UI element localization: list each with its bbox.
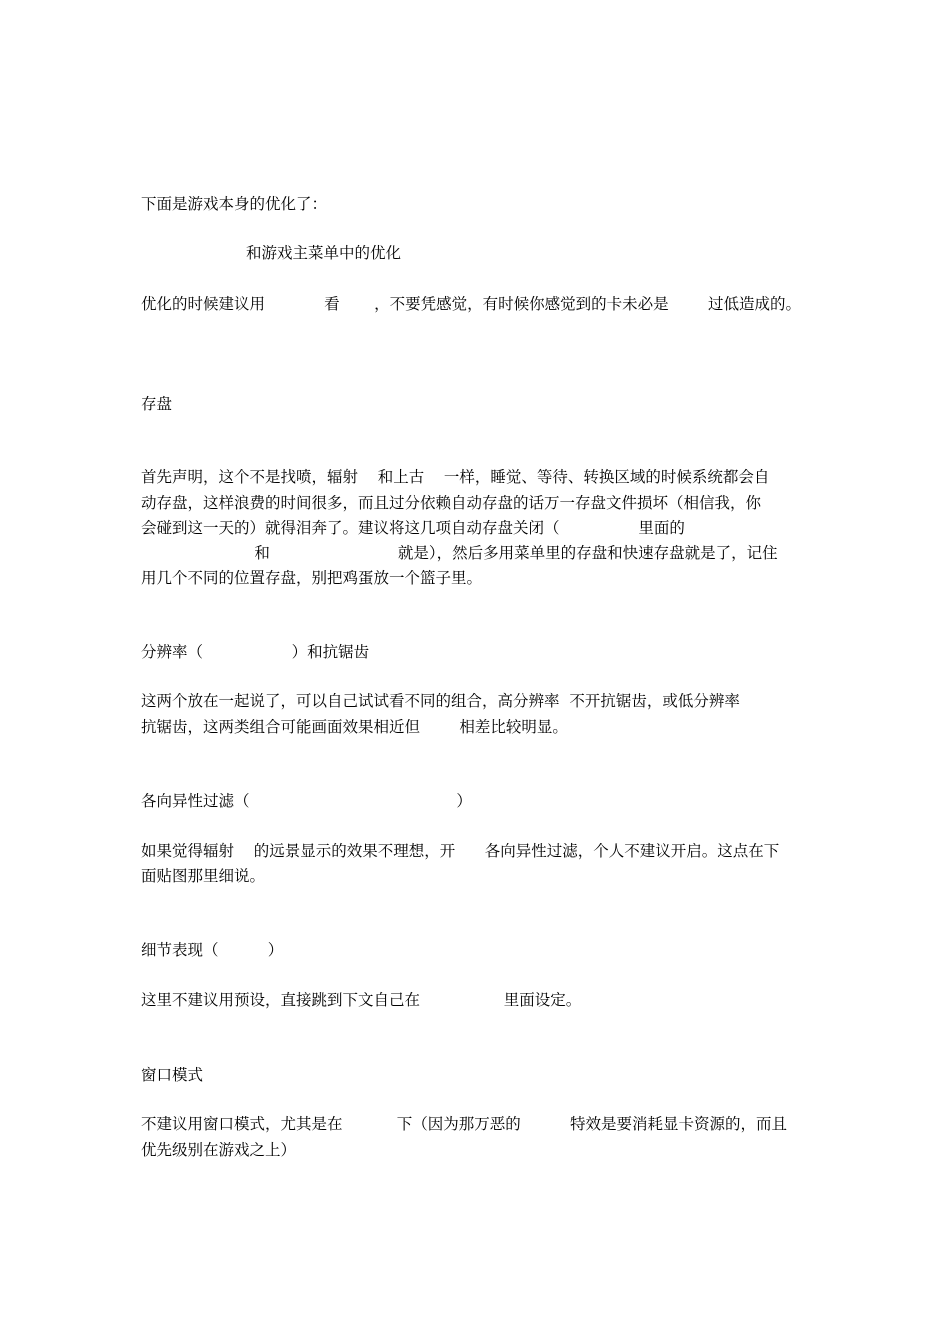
intro-text: 下面是游戏本身的优化了： — [141, 195, 328, 213]
section-heading-anisotropic: 各向异性过滤（ ） — [141, 792, 472, 810]
paragraph-line: 会碰到这一天的）就得泪奔了。建议将这几项自动存盘关闭（ 里面的 — [141, 519, 685, 537]
paragraph-line: 首先声明，这个不是找喷，辐射 和上古 一样，睡觉、等待、转换区域的时候系统都会自 — [141, 468, 770, 486]
paragraph-line: 用几个不同的位置存盘，别把鸡蛋放一个篮子里。 — [141, 569, 483, 587]
paragraph-line: 动存盘，这样浪费的时间很多，而且过分依赖自动存盘的话万一存盘文件损坏（相信我，你 — [141, 494, 762, 512]
section-heading-resolution: 分辨率（ ）和抗锯齿 — [141, 643, 370, 661]
paragraph-line: 面贴图那里细说。 — [141, 867, 266, 885]
subtitle-text: 和游戏主菜单中的优化 — [246, 244, 402, 262]
paragraph-line: 不建议用窗口模式，尤其是在 下（因为那万恶的 特效是要消耗显卡资源的，而且 — [141, 1115, 787, 1133]
paragraph-line: 优先级别在游戏之上） — [141, 1141, 297, 1159]
section-heading-window-mode: 窗口模式 — [141, 1066, 204, 1084]
paragraph-line: 如果觉得辐射 的远景显示的效果不理想，开 各向异性过滤，个人不建议开启。这点在下 — [141, 842, 780, 860]
section-heading-save: 存盘 — [141, 395, 173, 413]
paragraph-line: 这两个放在一起说了，可以自己试试看不同的组合，高分辨率 不开抗锯齿，或低分辨率 — [141, 692, 740, 710]
paragraph-line: 这里不建议用预设，直接跳到下文自己在 里面设定。 — [141, 991, 582, 1009]
paragraph-line: 和 就是），然后多用菜单里的存盘和快速存盘就是了，记住 — [141, 544, 778, 562]
tip-text: 优化的时候建议用 看 ，不要凭感觉，有时候你感觉到的卡未必是 过低造成的。 — [141, 295, 802, 313]
section-heading-detail: 细节表现（ ） — [141, 941, 284, 959]
paragraph-line: 抗锯齿，这两类组合可能画面效果相近但 相差比较明显。 — [141, 718, 568, 736]
